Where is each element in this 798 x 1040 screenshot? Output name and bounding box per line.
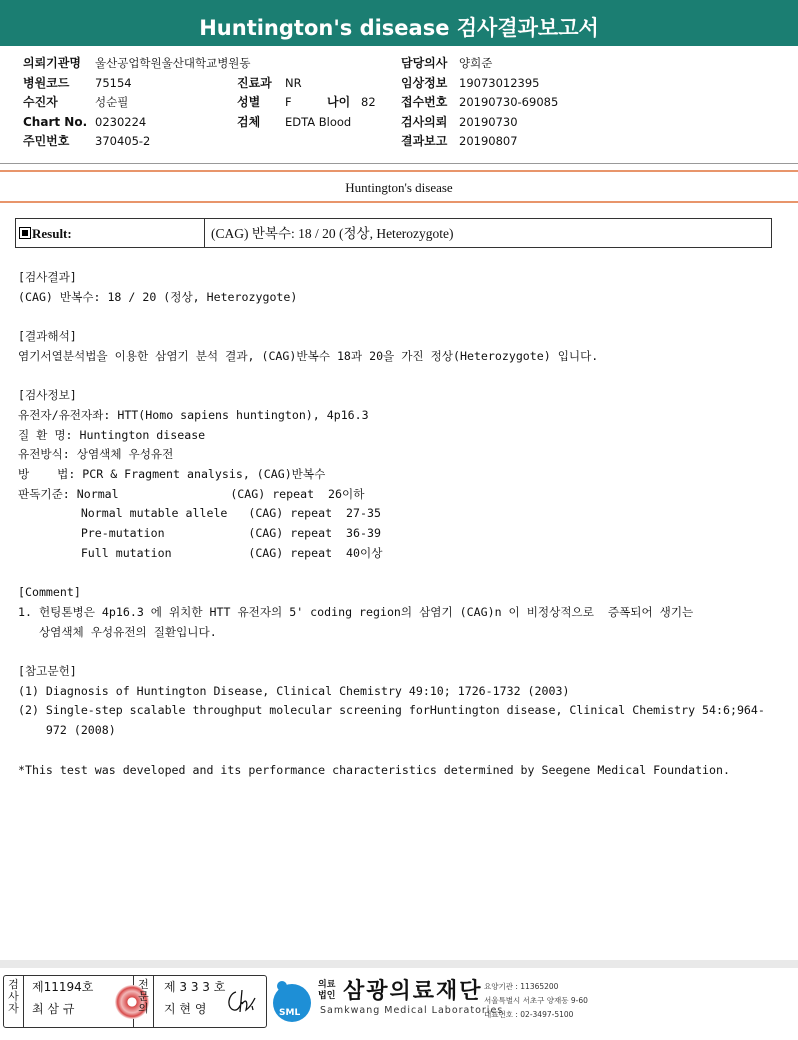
chart-label: Chart No. [23, 114, 88, 129]
patient-label: 수진자 [23, 95, 58, 109]
body-line: 상염색체 우성유전의 질환입니다. [18, 624, 217, 639]
result-label: Result: [32, 226, 72, 241]
report-value: 20190807 [459, 134, 518, 148]
request-value: 20190730 [459, 114, 518, 129]
body-line: (1) Diagnosis of Huntington Disease, Clinical Chemistry 49:10; 1726-1732 (2003) [18, 683, 570, 698]
examiner-cell [24, 976, 134, 1027]
body-line [18, 642, 765, 662]
sex-label: 성별 [237, 95, 261, 109]
dept-value: NR [285, 75, 302, 90]
patient-value: 성순필 [95, 95, 129, 109]
body-line: 판독기준: Normal (CAG) repeat 26이하 [18, 486, 365, 501]
body-line: 유전방식: 상염색체 우성유전 [18, 447, 174, 462]
specimen-value: EDTA Blood [285, 114, 352, 129]
org-address: 서울특별시 서초구 양재동 9-60 [484, 996, 588, 1005]
sml-logo-icon [270, 977, 318, 1025]
org-phone: 대표번호 : 02-3497-5100 [484, 1010, 574, 1019]
hospcode-label: 병원코드 [23, 75, 70, 90]
dept-label: 진료과 [237, 75, 272, 90]
doctor-label: 담당의사 [401, 56, 448, 70]
body-line: 방 법: PCR & Fragment analysis, (CAG)반복수 [18, 467, 326, 482]
examiner-label: 검사자 [4, 976, 24, 1027]
hospital-label: 의뢰기관명 [23, 56, 81, 70]
clinical-label: 임상정보 [401, 75, 448, 90]
org-english-name: Samkwang Medical Laboratories [320, 1005, 504, 1016]
body-line: 유전자/유전자좌: HTT(Homo sapiens huntington), 4p16.3 [18, 407, 369, 422]
request-label: 검사의뢰 [401, 114, 448, 129]
clinical-value: 19073012395 [459, 75, 540, 90]
body-line: [Comment] [18, 585, 81, 600]
doctor-value: 양희준 [459, 56, 493, 70]
body-line: [결과해석] [18, 329, 77, 344]
signature-block [3, 975, 267, 1028]
report-title: Huntington's disease 검사결과보고서 [0, 0, 798, 46]
examiner-license: 제11194호 [32, 980, 94, 994]
specialist-cell [154, 976, 266, 1027]
section-subtitle: Huntington's disease [345, 180, 453, 195]
info-middle [237, 74, 376, 133]
age-label: 나이 [327, 95, 351, 109]
org-code: 요양기관 : 11365200 [484, 982, 559, 991]
body-line [18, 307, 765, 327]
body-line: 1. 헌팅톤병은 4p16.3 에 위치한 HTT 유전자의 5' coding region의 삼염기 (CAG)n 이 비정상적으로 증폭되어 생기는 [18, 604, 694, 619]
body-line [18, 367, 765, 387]
result-value: (CAG) 반복수: 18 / 20 (정상, Heterozygote) [211, 226, 454, 241]
signature-icon [222, 986, 258, 1018]
receipt-label: 접수번호 [401, 95, 448, 109]
divider-accent-2 [0, 201, 798, 203]
body-line [18, 741, 765, 761]
info-right [401, 54, 558, 152]
resident-label: 주민번호 [23, 134, 70, 148]
footer-band [0, 960, 798, 968]
result-label-cell [16, 219, 205, 247]
body-line: Full mutation (CAG) repeat 40이상 [18, 545, 383, 560]
body-line [18, 564, 765, 584]
body-line: [검사결과] [18, 270, 77, 284]
hospital-value: 울산공업학원울산대학교병원동 [95, 56, 251, 70]
report-label: 결과보고 [401, 134, 448, 148]
chart-value: 0230224 [95, 114, 147, 129]
report-body [18, 268, 765, 780]
body-line: (2) Single-step scalable throughput molecular screening forHuntington disease, Clinical Chemistry 54:6;964- [18, 703, 765, 718]
sex-value: F [285, 95, 292, 109]
resident-value: 370405-2 [95, 134, 151, 148]
org-name: 삼광의료재단 [343, 979, 483, 1004]
logo-text: SML [279, 1008, 301, 1018]
hospcode-value: 75154 [95, 75, 132, 90]
result-box [15, 218, 772, 248]
body-line: 질 환 명: Huntington disease [18, 427, 206, 442]
body-line: 염기서열분석법을 이용한 삼염기 분석 결과, (CAG)반복수 18과 20을 가진 정상(Heterozygote) 입니다. [18, 348, 599, 363]
body-line: [검사정보] [18, 388, 77, 403]
org-type: 의료 법인 [318, 980, 336, 1001]
divider-accent [0, 170, 798, 172]
body-line: Pre-mutation (CAG) repeat 36-39 [18, 526, 381, 541]
specimen-label: 검체 [237, 114, 261, 129]
divider-top [0, 163, 798, 164]
org-info [484, 980, 588, 1022]
body-line: *This test was developed and its performance characteristics determined by Seegene Medical Foundation. [18, 762, 730, 777]
specialist-label: 전문의 [134, 976, 154, 1027]
examiner-name: 최 삼 규 [32, 1002, 75, 1016]
info-left [23, 54, 251, 152]
age-value: 82 [361, 95, 376, 109]
checkbox-icon [19, 227, 31, 239]
body-line: [참고문헌] [18, 664, 77, 679]
specialist-license: 제 3 3 3 호 [164, 980, 226, 994]
body-line: (CAG) 반복수: 18 / 20 (정상, Heterozygote) [18, 289, 298, 304]
body-line: Normal mutable allele (CAG) repeat 27-35 [18, 506, 381, 521]
receipt-value: 20190730-69085 [459, 95, 559, 109]
body-line: 972 (2008) [18, 723, 116, 738]
specialist-name: 지 현 영 [164, 1002, 207, 1016]
